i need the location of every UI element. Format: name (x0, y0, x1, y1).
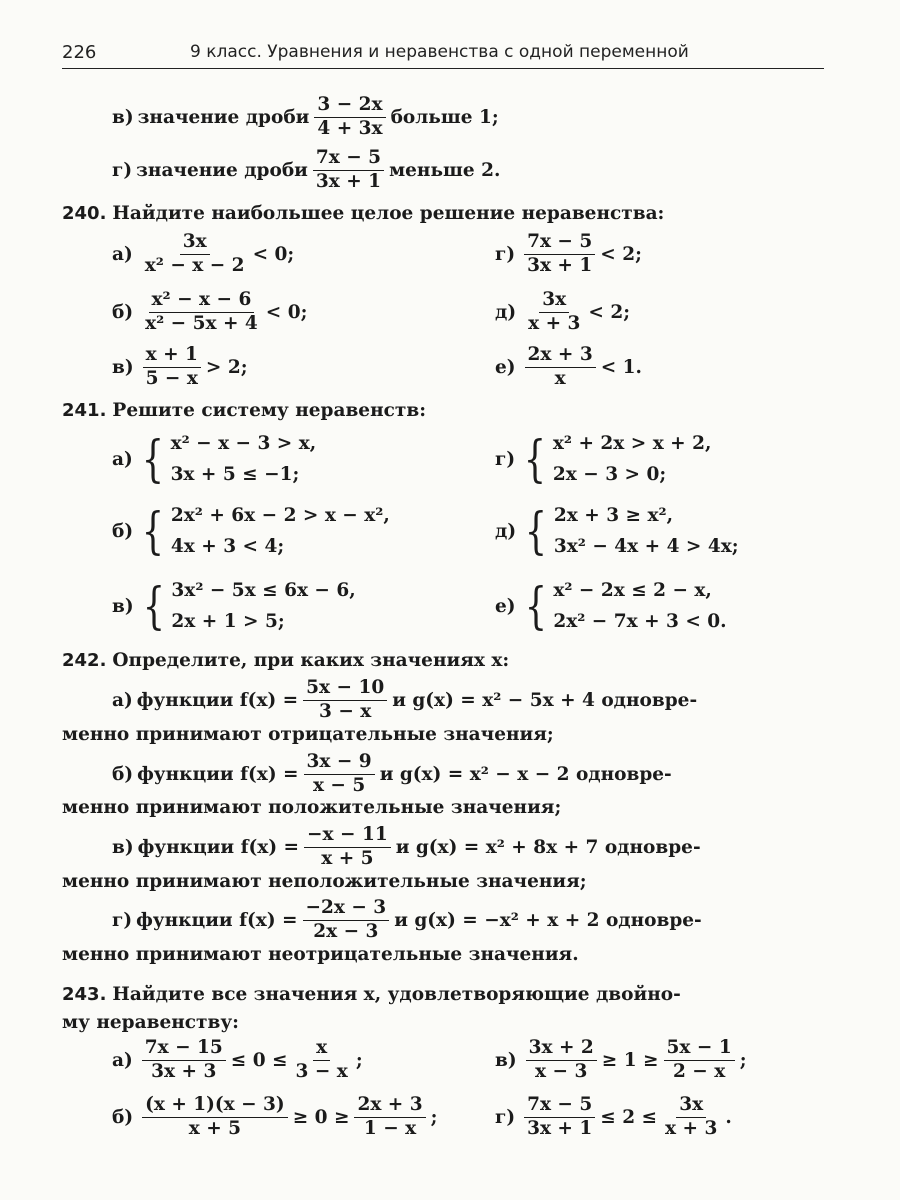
problem-243-item (112, 1038, 363, 1082)
fraction (142, 1095, 288, 1139)
math-text: в) (495, 1049, 517, 1071)
math-text: 7x − 5 (524, 1095, 595, 1118)
math-text: 7x − 5 (313, 148, 384, 171)
fraction (142, 1038, 226, 1082)
fraction (524, 232, 595, 276)
math-text: 3x + 1 (527, 1117, 593, 1139)
brace-icon: { (524, 577, 547, 636)
problem-239-v (112, 95, 499, 139)
math-text: x + 3 (665, 1117, 718, 1139)
problem-242-continuation (62, 871, 587, 892)
math-text: 2x² − 7x + 3 < 0. (553, 611, 727, 633)
running-title: 9 класс. Уравнения и неравенства с одной переменной (190, 42, 689, 62)
math-text: и g(x) = x² + 8x + 7 одновре- (395, 836, 701, 858)
math-text: 3x (676, 1095, 706, 1118)
math-text: x² − 2x ≤ 2 − x, (553, 580, 712, 601)
math-text: x − 5 (312, 774, 366, 796)
math-text: 3x + 2 (526, 1038, 597, 1061)
math-text: в) (112, 106, 134, 128)
problem-239-g (112, 148, 500, 192)
math-text: x + 1 (143, 345, 201, 368)
problem-240-item (112, 232, 294, 276)
fraction (313, 148, 384, 192)
problem-241-system (495, 500, 739, 563)
problem-240-item (495, 232, 642, 276)
math-text: Решите систему неравенств: (112, 400, 427, 421)
math-text: x² − 5x + 4 (145, 312, 258, 334)
math-text: 3x (539, 290, 569, 313)
math-text: 3x + 1 (315, 170, 382, 192)
math-text: функции f(x) = (136, 689, 299, 711)
math-text: 3 − x (319, 700, 372, 722)
problem-243-item (112, 1095, 437, 1139)
math-text: 3x + 3 (151, 1060, 217, 1082)
problem-241-system (495, 575, 727, 638)
math-text: ; (739, 1049, 747, 1071)
math-text: 3x + 1 (527, 254, 593, 276)
math-text: и g(x) = x² − x − 2 одновре- (379, 763, 672, 785)
brace-icon: { (141, 430, 164, 489)
problem-240-item (112, 345, 248, 389)
fraction (143, 345, 201, 389)
brace-icon: { (142, 577, 165, 636)
problem-242-item (112, 898, 702, 942)
problem-240-item (495, 290, 630, 334)
math-text: ; (430, 1106, 438, 1128)
math-text: −2x − 3 (303, 898, 390, 921)
fraction (524, 1095, 595, 1139)
math-text: г) (112, 159, 133, 181)
problem-242-heading (62, 650, 509, 671)
math-text: < 2; (588, 301, 631, 323)
problem-243-heading (62, 984, 681, 1005)
math-text: 2x + 3 ≥ x², (553, 505, 674, 526)
problem-number: 240. (62, 203, 107, 224)
math-text: 4x + 3 < 4; (170, 536, 285, 558)
math-text: 2x + 3 (525, 345, 596, 368)
math-text: 2x − 3 > 0; (552, 464, 667, 486)
math-text: менно принимают неотрицательные значения. (62, 944, 579, 965)
problem-240-item (495, 345, 642, 389)
math-text: x² − x − 3 > x, (170, 433, 317, 454)
fraction (304, 825, 391, 869)
math-text: д) (495, 301, 517, 323)
math-text: больше 1; (390, 106, 499, 128)
problem-242-item (112, 678, 697, 722)
math-text: x² + 2x > x + 2, (552, 433, 712, 454)
problem-243-item (495, 1095, 732, 1139)
math-text: 5 − x (145, 367, 198, 389)
math-text: 5x − 1 (664, 1038, 735, 1061)
problem-number: 243. (62, 984, 107, 1005)
math-text: x² − x − 2 (144, 254, 245, 276)
math-text: 3x (180, 232, 210, 255)
math-text: б) (112, 301, 134, 323)
math-text: д) (495, 520, 517, 542)
problem-240-heading (62, 203, 664, 224)
problem-242-item (112, 825, 701, 869)
math-text: и g(x) = x² − 5x + 4 одновре- (392, 689, 698, 711)
math-text: ≥ 1 ≥ (601, 1049, 659, 1071)
problem-number: 242. (62, 650, 107, 671)
fraction (142, 232, 248, 276)
fraction (664, 1038, 735, 1082)
math-text: 5x − 10 (303, 678, 387, 701)
math-text: x + 5 (321, 847, 374, 869)
math-text: менно принимают неположительные значения; (62, 871, 587, 892)
problem-242-continuation (62, 797, 561, 818)
page-number: 226 (62, 42, 97, 63)
math-text: x (554, 367, 566, 389)
fraction (525, 345, 596, 389)
math-text: < 0; (252, 243, 295, 265)
math-text: в) (112, 595, 134, 617)
math-text: значение дроби (137, 106, 310, 128)
math-text: а) (112, 243, 133, 265)
math-text: x − 3 (535, 1060, 588, 1082)
math-text: и g(x) = −x² + x + 2 одновре- (394, 909, 702, 931)
fraction (304, 752, 375, 796)
math-text: г) (495, 448, 516, 470)
math-text: 2 − x (672, 1060, 726, 1082)
math-text: x (313, 1038, 330, 1061)
math-text: (x + 1)(x − 3) (142, 1095, 288, 1118)
math-text: < 2; (600, 243, 642, 265)
problem-242-continuation (62, 724, 554, 745)
problem-241-system (112, 428, 316, 491)
fraction (303, 898, 390, 942)
math-text: 2x + 3 (354, 1095, 425, 1118)
math-text: значение дроби (136, 159, 308, 181)
math-text: 3x² − 5x ≤ 6x − 6, (171, 580, 356, 601)
fraction (525, 290, 583, 334)
math-text: а) (112, 448, 133, 470)
math-text: 3 − x (295, 1060, 348, 1082)
math-text: б) (112, 520, 134, 542)
problem-241-system (112, 500, 390, 563)
math-text: е) (495, 356, 516, 378)
math-text: меньше 2. (389, 159, 501, 181)
math-text: б) (112, 1106, 134, 1128)
brace-icon: { (523, 430, 547, 489)
fraction (303, 678, 387, 722)
math-text: му неравенству: (62, 1012, 240, 1033)
math-text: 3 − 2x (314, 95, 385, 118)
math-text: 3x² − 4x + 4 > 4x; (553, 536, 739, 558)
problem-242-item (112, 752, 672, 796)
math-text: в) (112, 356, 134, 378)
problem-242-continuation (62, 944, 579, 965)
brace-icon: { (141, 502, 165, 561)
math-text: x + 5 (188, 1117, 242, 1139)
fraction (354, 1095, 425, 1139)
fraction (142, 290, 261, 334)
math-text: е) (495, 595, 516, 617)
math-text: г) (495, 1106, 516, 1128)
problem-number: 241. (62, 400, 107, 421)
brace-icon: { (524, 502, 548, 561)
problem-243-heading-cont (62, 1012, 239, 1033)
math-text: а) (112, 1049, 133, 1071)
math-text: 2x + 1 > 5; (171, 611, 285, 633)
problem-241-heading (62, 400, 426, 421)
math-text: ≤ 0 ≤ (230, 1049, 288, 1071)
math-text: 3x + 5 ≤ −1; (170, 464, 300, 486)
math-text: x² − x − 6 (149, 290, 255, 313)
math-text: 2x − 3 (313, 920, 379, 942)
math-text: > 2; (205, 356, 248, 378)
math-text: функции f(x) = (136, 909, 298, 931)
math-text: −x − 11 (304, 825, 391, 848)
math-text: < 1. (600, 356, 642, 378)
math-text: 2x² + 6x − 2 > x − x², (170, 505, 390, 526)
math-text: функции f(x) = (137, 836, 300, 858)
math-text: а) (112, 689, 133, 711)
math-text: менно принимают положительные значения; (62, 797, 562, 818)
math-text: б) (112, 763, 134, 785)
math-text: Найдите наибольшее целое решение неравенства: (112, 203, 665, 224)
math-text: менно принимают отрицательные значения; (62, 724, 554, 745)
math-text: Определите, при каких значениях x: (112, 650, 510, 671)
math-text: 4 + 3x (317, 117, 383, 139)
fraction (314, 95, 385, 139)
math-text: ; (355, 1049, 363, 1071)
math-text: ≥ 0 ≥ (292, 1106, 350, 1128)
math-text: Найдите все значения x, удовлетворяющие двойно- (112, 984, 681, 1005)
problem-241-system (112, 575, 356, 638)
fraction (526, 1038, 597, 1082)
math-text: в) (112, 836, 134, 858)
problem-240-item (112, 290, 307, 334)
math-text: г) (495, 243, 516, 265)
page-header (62, 42, 824, 69)
math-text: 1 − x (363, 1117, 417, 1139)
math-text: 7x − 15 (142, 1038, 226, 1061)
math-text: x + 3 (528, 312, 581, 334)
math-text: < 0; (265, 301, 308, 323)
problem-243-item (495, 1038, 747, 1082)
math-text: 7x − 5 (524, 232, 595, 255)
fraction (662, 1095, 720, 1139)
math-text: г) (112, 909, 133, 931)
math-text: ≤ 2 ≤ (600, 1106, 658, 1128)
fraction (293, 1038, 351, 1082)
math-text: функции f(x) = (137, 763, 299, 785)
math-text: 3x − 9 (304, 752, 375, 775)
problem-241-system (495, 428, 711, 491)
math-text: . (725, 1106, 732, 1128)
